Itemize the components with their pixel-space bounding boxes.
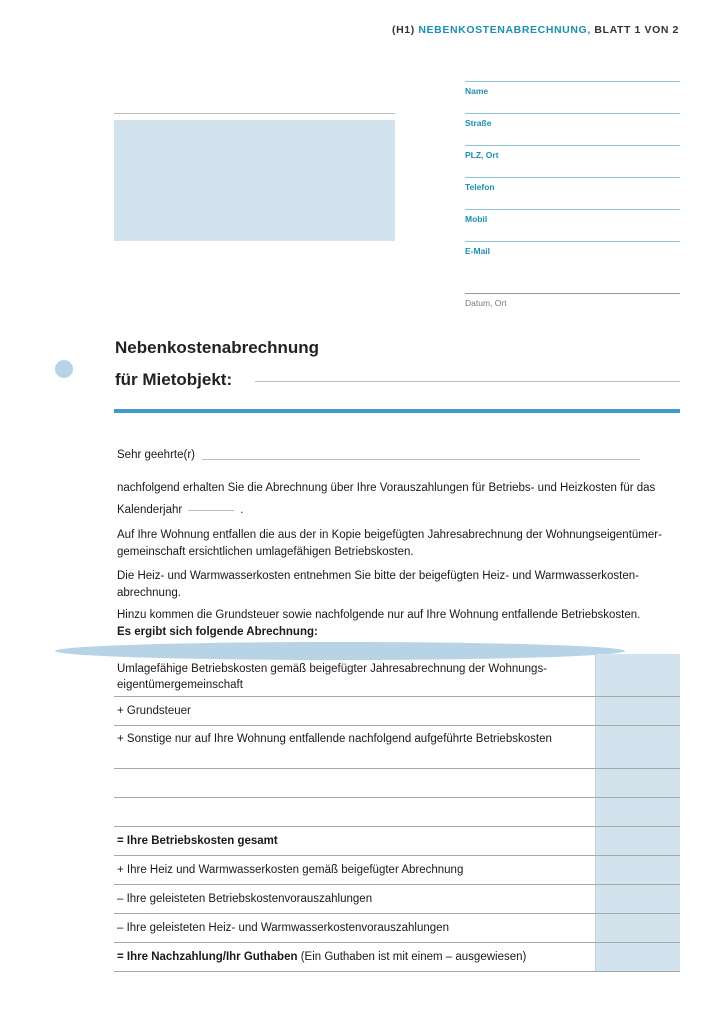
sender-mobile-field[interactable]: Mobil (465, 209, 680, 241)
table-row (114, 943, 680, 972)
header-prefix: (H1) (392, 24, 415, 36)
table-row (114, 914, 680, 943)
table-row (114, 856, 680, 885)
row-label-blank[interactable] (114, 769, 595, 797)
row-label-blank[interactable] (114, 798, 595, 826)
title-divider (114, 409, 680, 413)
table-row (114, 654, 680, 697)
calendar-year-period: . (240, 504, 244, 516)
page-header (392, 24, 679, 36)
table-row (114, 726, 680, 769)
row-label-property-tax: + Grundsteuer (117, 705, 191, 717)
table-row (114, 769, 680, 798)
paragraph-intro: nachfolgend erhalten Sie die Abrechnung über Ihre Vorauszahlungen für Betriebs- und Heizkosten für das (117, 482, 656, 494)
table-row (114, 885, 680, 914)
amount-field[interactable] (595, 827, 680, 855)
paragraph-heating-costs: Die Heiz- und Warmwasserkosten entnehmen Sie bitte der beigefügten Heiz- und Warmwasserkostenabrechnung. (117, 570, 640, 599)
calendar-year-label: Kalenderjahr (117, 504, 183, 516)
sender-city-field[interactable]: PLZ, Ort (465, 145, 680, 177)
salutation-label: Sehr geehrte(r) (117, 449, 195, 461)
calendar-year-line (117, 502, 243, 519)
calculation-table (114, 654, 680, 972)
salutation-input-line[interactable] (202, 459, 640, 460)
amount-field[interactable] (595, 856, 680, 884)
sender-name-field[interactable]: Name (465, 81, 680, 113)
date-place-field[interactable]: Datum, Ort (465, 293, 680, 308)
recipient-address-field[interactable] (114, 120, 395, 241)
amount-field[interactable] (595, 654, 680, 696)
address-top-rule (114, 113, 395, 114)
table-row (114, 697, 680, 726)
paragraph-property-tax-text: Hinzu kommen die Grundsteuer sowie nachfolgende nur auf Ihre Wohnung entfallende Betriebskosten. (117, 609, 641, 621)
amount-field[interactable] (595, 798, 680, 826)
calculation-intro: Es ergibt sich folgende Abrechnung: (117, 626, 318, 638)
row-label-heating-prepayments: – Ihre geleisteten Heiz- und Warmwasserkostenvorauszahlungen (117, 922, 449, 934)
paragraph-property-tax (117, 607, 687, 641)
property-label: für Mietobjekt: (115, 370, 233, 389)
row-label-other-costs: + Sonstige nur auf Ihre Wohnung entfallende nachfolgend aufgeführte Betriebskosten (117, 733, 552, 745)
balance-label-bold: = Ihre Nachzahlung/Ihr Guthaben (117, 951, 298, 963)
header-title: NEBENKOSTENABRECHNUNG, (418, 24, 591, 36)
row-label-balance (114, 943, 595, 971)
table-row (114, 798, 680, 827)
amount-field[interactable] (595, 769, 680, 797)
document-title: Nebenkostenabrechnung (115, 338, 320, 357)
property-input-line[interactable] (255, 381, 680, 382)
sender-street-field[interactable]: Straße (465, 113, 680, 145)
row-label-operating-prepayments: – Ihre geleisteten Betriebskostenvorauszahlungen (117, 893, 373, 905)
table-row (114, 827, 680, 856)
row-label-heating-costs: + Ihre Heiz und Warmwasserkosten gemäß beigefügter Abrechnung (117, 864, 464, 876)
amount-field[interactable] (595, 726, 680, 768)
amount-field[interactable] (595, 914, 680, 942)
amount-field[interactable] (595, 697, 680, 725)
row-label-total-operating-costs: = Ihre Betriebskosten gesamt (117, 835, 278, 847)
calendar-year-input-line[interactable] (188, 510, 234, 511)
sender-email-field[interactable]: E-Mail (465, 241, 680, 273)
sender-block (465, 81, 680, 273)
sender-phone-field[interactable]: Telefon (465, 177, 680, 209)
amount-field[interactable] (595, 885, 680, 913)
punch-hole-marker (55, 360, 73, 378)
balance-label-note: (Ein Guthaben ist mit einem – ausgewiesen) (297, 951, 527, 963)
header-sheet: BLATT 1 VON 2 (594, 24, 679, 36)
paragraph-operating-costs: Auf Ihre Wohnung entfallen die aus der in Kopie beigefügten Jahresabrechnung der Wohnungseigentümergemeinschaft ersichtlichen umlagefähigen Betriebskosten. (117, 529, 662, 558)
amount-field[interactable] (595, 943, 680, 971)
row-label-owners-association-costs: Umlagefähige Betriebskosten gemäß beigefügter Jahresabrechnung der Wohnungseigentümergemeinschaft (117, 663, 548, 691)
